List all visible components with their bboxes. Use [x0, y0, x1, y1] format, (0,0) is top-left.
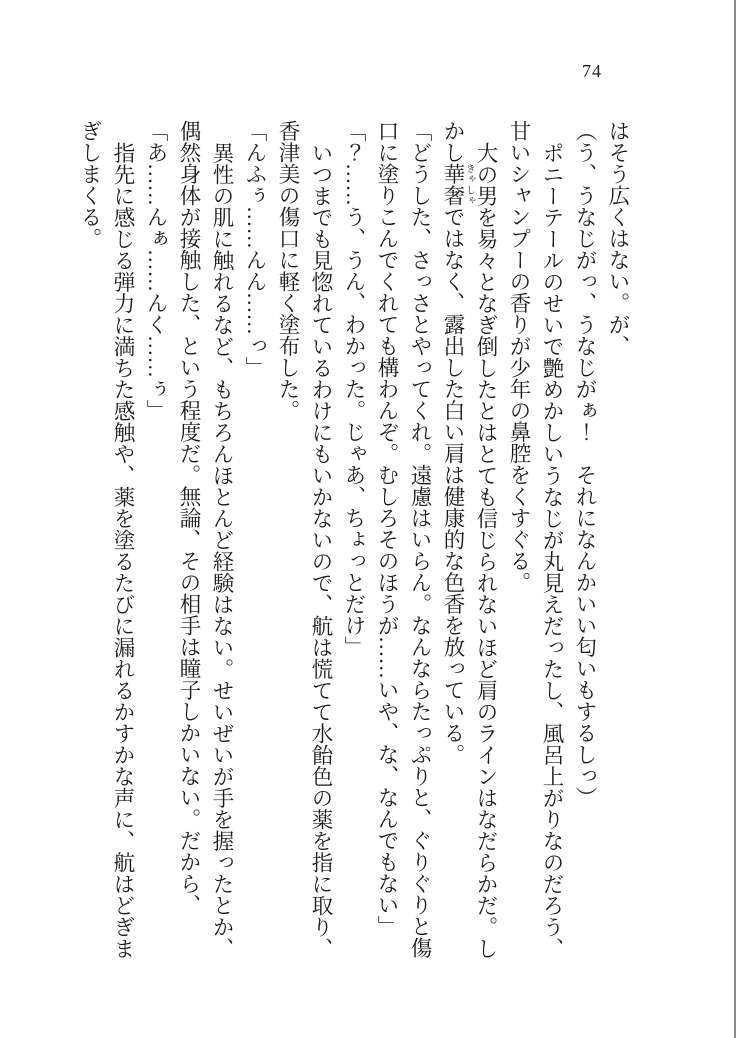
- page-number: 74: [582, 61, 602, 81]
- paragraph: 「あ……んぁ……んく……ぅ」: [144, 120, 168, 421]
- paragraph: いつまでも見惚れているわけにもいかないので、航は慌てて水飴色の薬を指に取り、香津美の傷口に軽く塗布した。: [276, 120, 333, 959]
- paragraph: 大の男を易々となぎ倒したとはとても信じられないほど肩のラインはなだらかだ。しかし華奢 きゃしゃではなく、露出した白い肩は健康的な色香を放っている。: [441, 120, 498, 959]
- paragraph: 「？……う、うん、わかった。じゃあ、ちょっとだけ」: [342, 120, 366, 658]
- paragraph: 異性の肌に触れるなど、もちろんほとんど経験はない。せいぜいが手を握ったとか、偶然身体が接触した、という程度だ。無論、その相手は瞳子しかいない。だから、: [177, 120, 234, 959]
- paragraph: はそう広くはない。が、: [606, 120, 630, 357]
- paragraph: 指先に感じる弾力に満ちた感触や、薬を塗るたびに漏れるかすかな声に、航はどぎまぎしまくる。: [78, 120, 135, 959]
- vertical-text-area: [70, 120, 634, 960]
- paragraph: ポニーテールのせいで艶めかしいうなじが丸見えだったし、風呂上がりなのだろう、甘いシャンプーの香りが少年の鼻腔をくすぐる。: [507, 120, 564, 959]
- paragraph: （う、うなじがっ、うなじがぁ！ それになんかいい匂いもするしっ）: [573, 120, 597, 808]
- ruby-annotated-word: 華奢 きゃしゃ: [441, 163, 474, 206]
- paragraph: 「んふぅ……んん……っ」: [243, 120, 267, 378]
- paragraph: 「どうした、さっさとやってくれ。遠慮はいらん。なんならたっぷりと、ぐりぐりと傷口に塗りこんでくれても構わんぞ。むしろそのほうが……いや、な、なんでもない」: [375, 120, 432, 959]
